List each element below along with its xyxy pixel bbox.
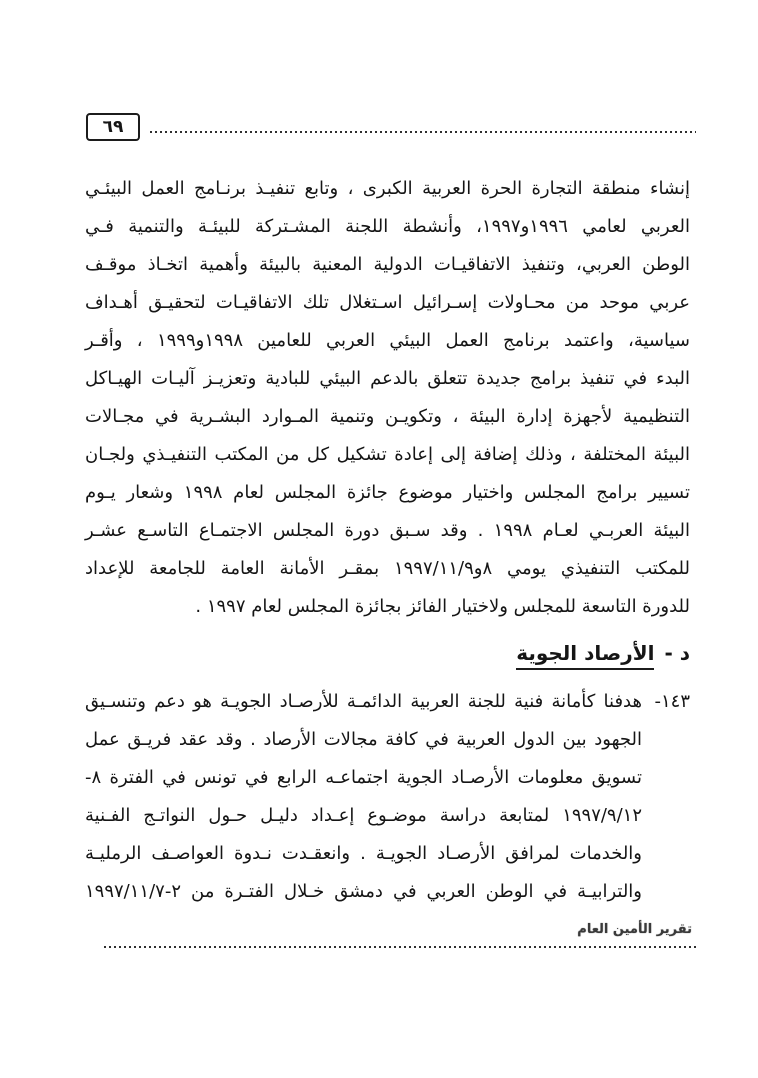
text-line: والترابيـة في الوطن العربي في دمشق خـلال الفتـرة من ٢-١٩٩٧/١١/٧ — [85, 881, 642, 902]
text-line: الجهود بين الدول العربية في كافة مجالات الأرصاد . وقد عقد فريـق عمل — [85, 729, 642, 750]
text-line: ١٩٩٧/٩/١٢ لمتابعة دراسة موضـوع إعـداد دليـل حـول النواتـج الفـنية — [85, 805, 642, 826]
text-line: البيئة المختلفة ، وذلك إضافة إلى إعادة تشكيل كل من المكتب التنفيـذي ولجـان — [85, 444, 690, 465]
text-line: إنشاء منطقة التجارة الحرة العربية الكبرى ، وتابع تنفيـذ برنـامج العمل البيئـي — [85, 178, 690, 199]
text-line: البدء في تنفيذ برامج جديدة تتعلق بالدعم البيئي للبادية وتعزيـز آليـات الهيـاكل — [85, 368, 690, 389]
page-number-box — [86, 113, 140, 141]
body-text — [85, 170, 690, 911]
text-line: للدورة التاسعة للمجلس ولاختيار الفائز بجائزة المجلس لعام ١٩٩٧ . — [195, 596, 690, 617]
text-line: عربي موحد من محـاولات إسـرائيل اسـتغلال تلك الاتفاقيـات لتحقيـق أهـداف — [85, 292, 690, 313]
text-line: تسيير برامج المجلس واختيار موضوع جائزة المجلس لعام ١٩٩٨ وشعار يـوم — [85, 482, 690, 503]
text-line: التنظيمية لأجهزة إدارة البيئة ، وتكويـن وتنمية المـوارد البشـرية في مجـالات — [85, 406, 690, 427]
text-line: الوطن العربي، وتنفيذ الاتفاقيـات الدولية المعنية بالبيئة وأهمية اتخـاذ موقـف — [85, 254, 690, 275]
page-number: ٦٩ — [102, 117, 124, 137]
header-divider — [150, 131, 696, 133]
text-line: تسويق معلومات الأرصـاد الجوية اجتماعـه الرابع في تونس في الفترة ٨- — [85, 767, 642, 788]
text-line: هدفنا كأمانة فنية للجنة العربية الدائمـة للأرصـاد الجويـة هو دعم وتنسـيق — [85, 691, 642, 712]
text-line: والخدمات لمرافق الأرصـاد الجويـة . وانعقـدت نـدوة العواصـف الرمليـة — [85, 843, 642, 864]
numbered-item-143 — [85, 683, 690, 911]
footer-note: تقرير الأمين العام — [577, 922, 692, 937]
footer-divider — [104, 946, 696, 948]
text-line: البيئة العربـي لعـام ١٩٩٨ . وقد سـبق دورة المجلس الاجتمـاع التاسـع عشـر — [85, 520, 690, 541]
section-heading-title: الأرصاد الجوية — [516, 641, 654, 670]
text-line: العربي لعامي ١٩٩٦و١٩٩٧، وأنشطة اللجنة المشـتركة للبيئـة والتنمية فـي — [85, 216, 690, 237]
text-line: سياسية، واعتمد برنامج العمل البيئي العربي للعامين ١٩٩٨و١٩٩٩ ، وأقـر — [85, 330, 690, 351]
item-number: ١٤٣- — [654, 691, 690, 712]
section-heading-prefix: د - — [664, 641, 690, 665]
text-line: للمكتب التنفيذي يومي ٨و١٩٩٧/١١/٩ بمقـر الأمانة العامة للجامعة للإعداد — [85, 558, 690, 579]
section-heading — [85, 640, 690, 667]
paragraph — [85, 170, 690, 626]
